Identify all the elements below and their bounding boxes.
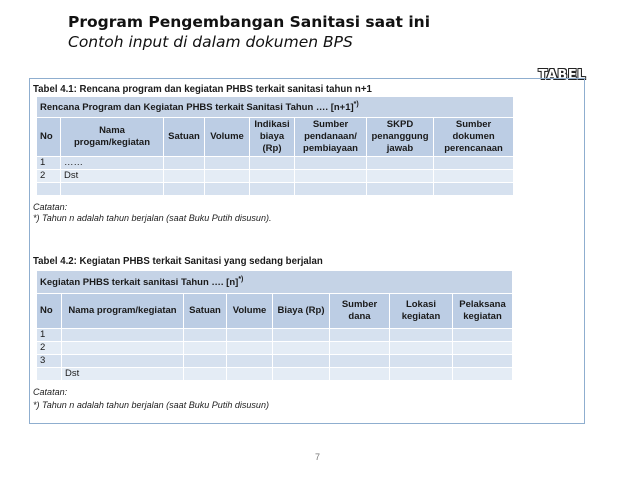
table1-note-text: *) Tahun n adalah tahun berjalan (saat Buku Putih disusun). — [33, 213, 272, 224]
table2-cell-nama: Dst — [62, 368, 184, 381]
table-row — [37, 368, 513, 381]
table1-col-satuan: Satuan — [164, 118, 205, 157]
table-row — [37, 329, 513, 342]
table1-header-sup: *) — [353, 100, 359, 108]
table2-col-no: No — [37, 294, 62, 329]
table1-col-dokumen: Sumber dokumen perencanaan — [434, 118, 514, 157]
table1-header-row — [37, 97, 514, 118]
table-row — [37, 183, 514, 196]
table2 — [36, 270, 513, 381]
table2-col-nama: Nama program/kegiatan — [62, 294, 184, 329]
table1-cell-no — [37, 183, 61, 196]
slide-subtitle: Contoh input di dalam dokumen BPS — [68, 33, 353, 51]
table2-caption: Tabel 4.2: Kegiatan PHBS terkait Sanitasi yang sedang berjalan — [33, 255, 323, 267]
table2-note-text: *) Tahun n adalah tahun berjalan (saat Buku Putih disusun) — [33, 400, 269, 411]
table2-cell-nama — [62, 355, 184, 368]
table1-note-label: Catatan: — [33, 202, 68, 213]
table1-col-skpd: SKPD penanggung jawab — [367, 118, 434, 157]
table1-col-biaya: Indikasi biaya (Rp) — [250, 118, 295, 157]
table2-col-satuan: Satuan — [184, 294, 227, 329]
table1-column-headers — [37, 118, 514, 157]
table2-cell-no: 2 — [37, 342, 62, 355]
table2-cell-nama — [62, 329, 184, 342]
table2-col-sumber: Sumber dana — [330, 294, 390, 329]
table1-cell-nama: Dst — [61, 170, 164, 183]
table2-cell-no: 3 — [37, 355, 62, 368]
table2-col-volume: Volume — [227, 294, 273, 329]
table1-col-no: No — [37, 118, 61, 157]
table1-cell-nama: …… — [61, 157, 164, 170]
table2-cell-no — [37, 368, 62, 381]
table1 — [36, 96, 514, 196]
table2-note-label: Catatan: — [33, 387, 68, 398]
table2-header-sup: *) — [238, 275, 244, 283]
table2-col-biaya: Biaya (Rp) — [273, 294, 330, 329]
table2-col-pelaksana: Pelaksana kegiatan — [453, 294, 513, 329]
page-number: 7 — [315, 452, 321, 462]
table-row — [37, 355, 513, 368]
table2-cell-nama — [62, 342, 184, 355]
table2-header-text: Kegiatan PHBS terkait sanitasi Tahun …. [n] — [40, 277, 239, 289]
table1-col-volume: Volume — [205, 118, 250, 157]
table1-col-nama: Nama progam/kegiatan — [61, 118, 164, 157]
table-row — [37, 157, 514, 170]
table-row — [37, 170, 514, 183]
table2-col-lokasi: Lokasi kegiatan — [390, 294, 453, 329]
table1-cell-no: 2 — [37, 170, 61, 183]
table1-col-sumber: Sumber pendanaan/ pembiayaan — [295, 118, 367, 157]
slide-title-block — [68, 12, 430, 52]
table1-cell-no: 1 — [37, 157, 61, 170]
table2-cell-no: 1 — [37, 329, 62, 342]
table1-header-text: Rencana Program dan Kegiatan PHBS terkait Sanitasi Tahun …. [n+1] — [40, 102, 354, 114]
table2-column-headers — [37, 294, 513, 329]
table2-header-row — [37, 271, 513, 294]
table1-caption: Tabel 4.1: Rencana program dan kegiatan PHBS terkait sanitasi tahun n+1 — [33, 83, 372, 95]
table1-cell-nama — [61, 183, 164, 196]
tabel-tag: TABEL — [538, 68, 586, 83]
slide-title: Program Pengembangan Sanitasi saat ini — [68, 13, 431, 31]
table-row — [37, 342, 513, 355]
